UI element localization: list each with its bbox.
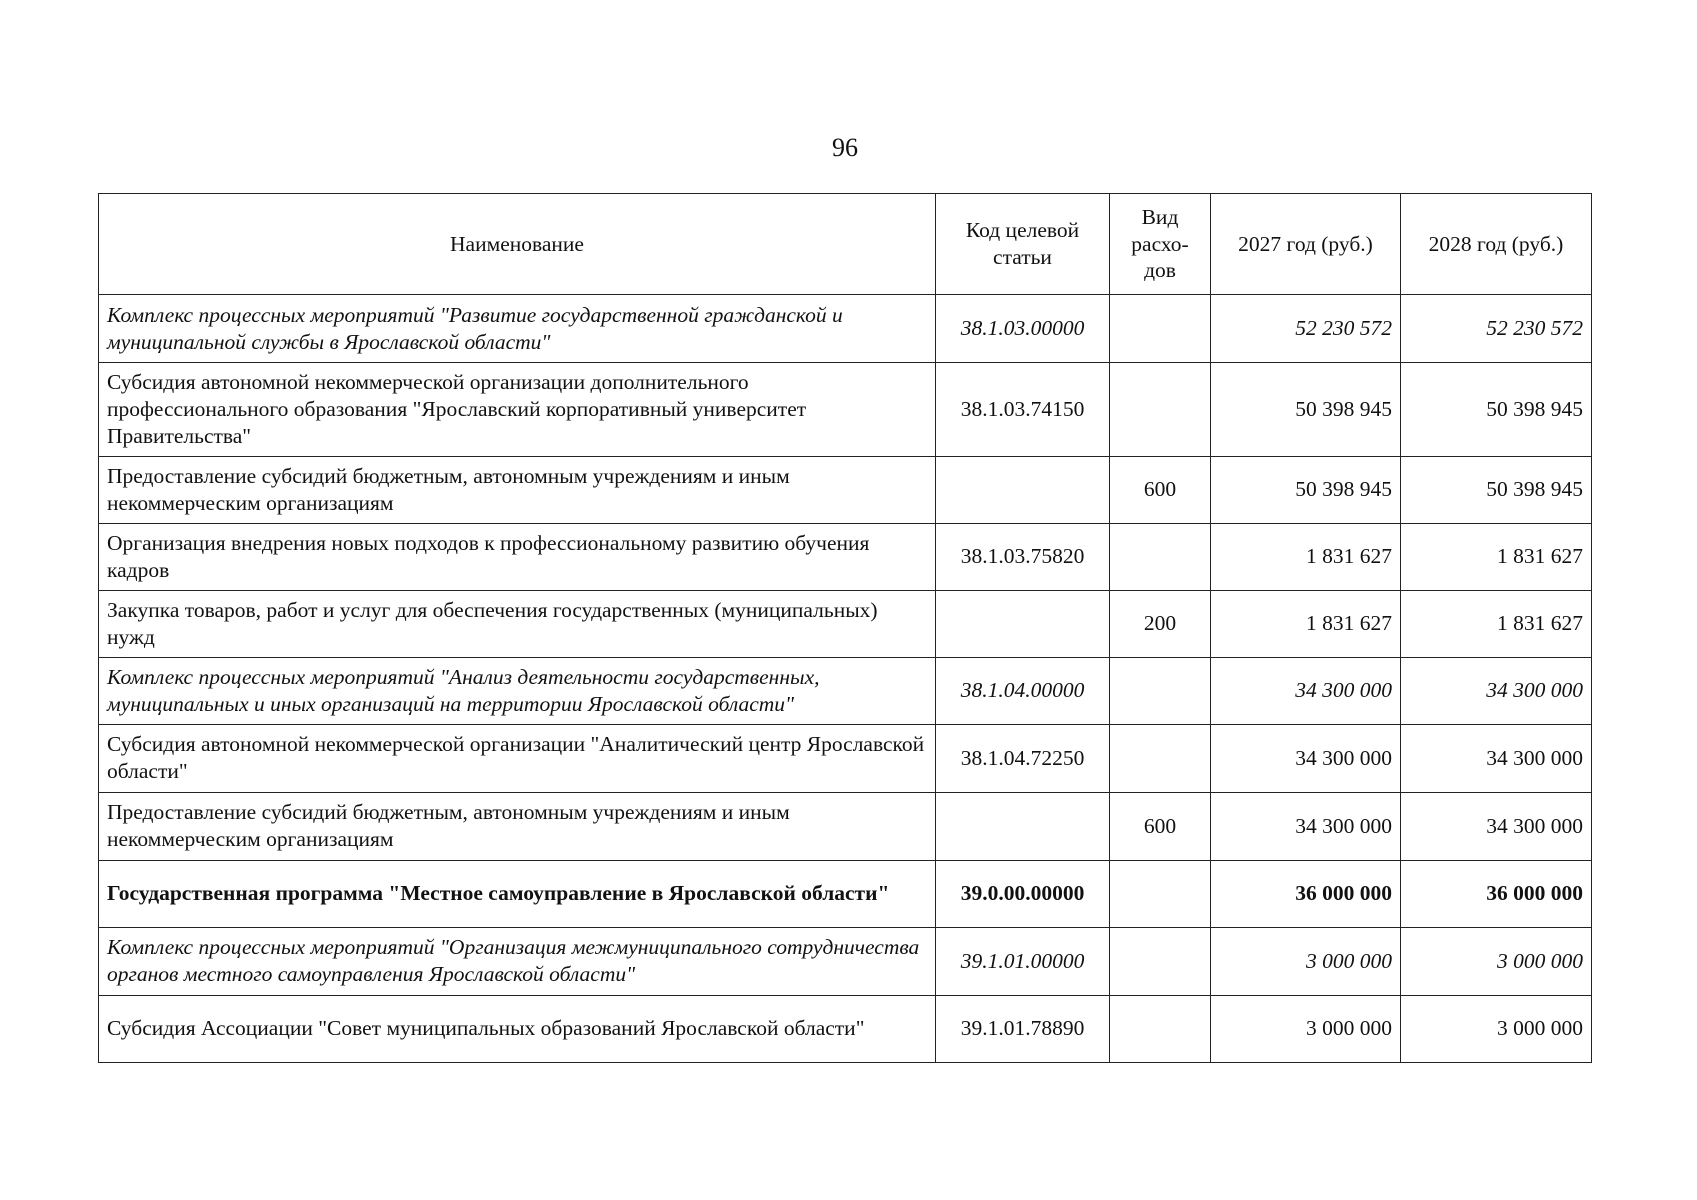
table-body <box>99 295 1592 1063</box>
cell-2027: 1 831 627 <box>1211 590 1401 657</box>
cell-name: Комплекс процессных мероприятий "Организация межмуниципального сотрудничества органов местного самоуправления Ярославской области" <box>99 927 936 995</box>
table-header-row <box>99 194 1592 295</box>
cell-2028: 3 000 000 <box>1401 995 1592 1062</box>
cell-2027: 34 300 000 <box>1211 792 1401 860</box>
cell-2028: 3 000 000 <box>1401 927 1592 995</box>
cell-kind <box>1110 724 1211 792</box>
cell-2028: 34 300 000 <box>1401 724 1592 792</box>
cell-2028: 52 230 572 <box>1401 295 1592 363</box>
cell-name: Организация внедрения новых подходов к профессиональному развитию обучения кадров <box>99 523 936 590</box>
cell-kind <box>1110 363 1211 457</box>
cell-code: 38.1.03.74150 <box>936 363 1110 457</box>
cell-name: Субсидия автономной некоммерческой организации дополнительного профессионального образования "Ярославский корпоративный университет Правительства" <box>99 363 936 457</box>
cell-2028: 1 831 627 <box>1401 523 1592 590</box>
cell-code: 38.1.03.00000 <box>936 295 1110 363</box>
header-name: Наименование <box>99 194 936 295</box>
cell-2028: 50 398 945 <box>1401 363 1592 457</box>
table-row <box>99 657 1592 724</box>
cell-2028: 1 831 627 <box>1401 590 1592 657</box>
cell-2028: 50 398 945 <box>1401 456 1592 523</box>
cell-code: 38.1.04.72250 <box>936 724 1110 792</box>
cell-code: 38.1.03.75820 <box>936 523 1110 590</box>
cell-name: Государственная программа "Местное самоуправление в Ярославской области" <box>99 860 936 927</box>
header-2028: 2028 год (руб.) <box>1401 194 1592 295</box>
cell-code: 39.0.00.00000 <box>936 860 1110 927</box>
cell-name: Предоставление субсидий бюджетным, автономным учреждениям и иным некоммерческим организациям <box>99 456 936 523</box>
cell-code: 39.1.01.78890 <box>936 995 1110 1062</box>
page-number <box>0 133 1697 163</box>
cell-code: 38.1.04.00000 <box>936 657 1110 724</box>
cell-kind <box>1110 295 1211 363</box>
table-row <box>99 860 1592 927</box>
cell-name: Субсидия Ассоциации "Совет муниципальных образований Ярославской области" <box>99 995 936 1062</box>
table-row <box>99 456 1592 523</box>
cell-kind: 600 <box>1110 792 1211 860</box>
cell-2028: 36 000 000 <box>1401 860 1592 927</box>
cell-2027: 1 831 627 <box>1211 523 1401 590</box>
table-row <box>99 792 1592 860</box>
header-2027: 2027 год (руб.) <box>1211 194 1401 295</box>
cell-2027: 3 000 000 <box>1211 995 1401 1062</box>
cell-2027: 3 000 000 <box>1211 927 1401 995</box>
cell-name: Субсидия автономной некоммерческой организации "Аналитический центр Ярославской области" <box>99 724 936 792</box>
page-number-text: 96 <box>832 133 858 162</box>
cell-2027: 50 398 945 <box>1211 456 1401 523</box>
cell-2028: 34 300 000 <box>1401 792 1592 860</box>
cell-2027: 36 000 000 <box>1211 860 1401 927</box>
cell-code <box>936 792 1110 860</box>
table-row <box>99 295 1592 363</box>
table-row <box>99 724 1592 792</box>
cell-name: Закупка товаров, работ и услуг для обеспечения государственных (муниципальных) нужд <box>99 590 936 657</box>
table-row <box>99 363 1592 457</box>
cell-kind <box>1110 860 1211 927</box>
cell-name: Предоставление субсидий бюджетным, автономным учреждениям и иным некоммерческим организациям <box>99 792 936 860</box>
header-code: Код целевой статьи <box>936 194 1110 295</box>
cell-2027: 34 300 000 <box>1211 657 1401 724</box>
cell-2028: 34 300 000 <box>1401 657 1592 724</box>
cell-kind <box>1110 523 1211 590</box>
cell-kind <box>1110 927 1211 995</box>
cell-2027: 50 398 945 <box>1211 363 1401 457</box>
cell-kind <box>1110 657 1211 724</box>
cell-kind: 600 <box>1110 456 1211 523</box>
cell-kind <box>1110 995 1211 1062</box>
cell-name: Комплекс процессных мероприятий "Анализ деятельности государственных, муниципальных и иных организаций на территории Ярославской области" <box>99 657 936 724</box>
cell-code: 39.1.01.00000 <box>936 927 1110 995</box>
table-row <box>99 523 1592 590</box>
cell-code <box>936 590 1110 657</box>
cell-2027: 52 230 572 <box>1211 295 1401 363</box>
cell-kind: 200 <box>1110 590 1211 657</box>
table-row <box>99 995 1592 1062</box>
budget-table <box>98 193 1592 1063</box>
table-row <box>99 590 1592 657</box>
cell-code <box>936 456 1110 523</box>
cell-2027: 34 300 000 <box>1211 724 1401 792</box>
table-row <box>99 927 1592 995</box>
header-kind: Вид расхо-дов <box>1110 194 1211 295</box>
cell-name: Комплекс процессных мероприятий "Развитие государственной гражданской и муниципальной службы в Ярославской области" <box>99 295 936 363</box>
